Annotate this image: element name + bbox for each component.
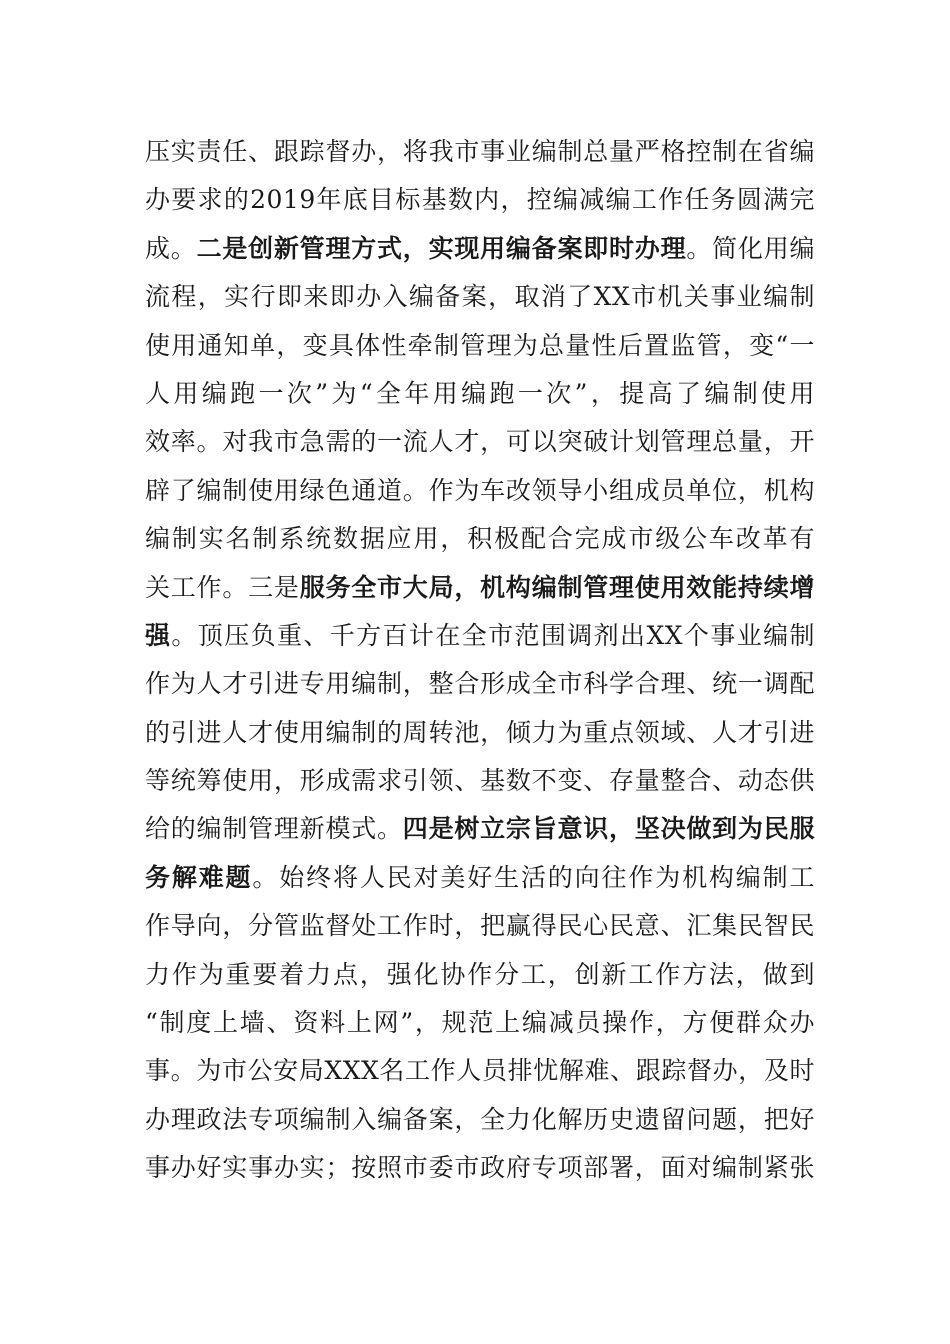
text-line [145,564,815,612]
text-segment: 关工作。三是 [145,572,300,602]
body-text [145,128,815,1193]
text-line [145,515,815,563]
text-segment: 压实责任、跟踪督办，将我市事业编制总量严格控制在省编 [145,137,815,166]
bold-text-segment: 服务全市大局，机构编制管理使用效能持续增 [299,572,815,602]
text-segment: 事办好实事办实；按照市委市政府专项部署，面对编制紧张 [145,1153,815,1183]
text-line [145,757,815,805]
text-line [145,854,815,902]
text-line [145,418,815,466]
text-line [145,660,815,708]
text-line [145,805,815,853]
text-line [145,273,815,321]
text-line [145,467,815,515]
text-segment: 。始终将人民对美好生活的向往作为机构编制工 [252,862,815,892]
text-segment: 成。 [145,233,197,263]
text-segment: 效率。对我市急需的一流人才，可以突破计划管理总量，开 [145,427,815,457]
text-line [145,1144,815,1192]
text-segment: 辟了编制使用绿色通道。作为车改领导小组成员单位，机构 [145,475,815,505]
bold-text-segment: 四是树立宗旨意识，坚决做到为民服 [402,814,815,844]
text-segment: 。顶压负重、千方百计在全市范围调剂出XX个事业编制 [171,620,815,650]
text-line [145,902,815,950]
text-segment: 力作为重要着力点，强化协作分工，创新工作方法，做到 [145,959,815,989]
text-line [145,176,815,224]
text-segment: 人用编跑一次”为“全年用编跑一次”，提高了编制使用 [145,378,815,408]
text-line [145,709,815,757]
text-line [145,951,815,999]
text-line [145,1096,815,1144]
bold-text-segment: 二是创新管理方式，实现用编备案即时办理 [196,233,687,263]
text-segment: 。简化用编 [686,233,815,263]
text-line [145,1047,815,1095]
text-line [145,322,815,370]
text-line [145,225,815,273]
text-line [145,999,815,1047]
text-segment: 等统筹使用，形成需求引领、基数不变、存量整合、动态供 [145,766,815,796]
bold-text-segment: 强 [145,620,172,650]
text-segment: 作导向，分管监督处工作时，把赢得民心民意、汇集民智民 [145,911,815,941]
text-segment: 办要求的2019年底目标基数内，控编减编工作任务圆满完 [145,185,815,215]
text-segment: 流程，实行即来即办入编备案，取消了XX市机关事业编制 [145,282,815,312]
text-segment: 作为人才引进专用编制，整合形成全市科学合理、统一调配 [145,669,815,699]
text-segment: 使用通知单，变具体性牵制管理为总量性后置监管，变“一 [145,330,815,360]
text-segment: 办理政法专项编制入编备案，全力化解历史遗留问题，把好 [145,1104,815,1134]
text-segment: 事。为市公安局XXX名工作人员排忧解难、跟踪督办，及时 [145,1056,815,1086]
text-segment: 编制实名制系统数据应用，积极配合完成市级公车改革有 [145,524,815,554]
bold-text-segment: 务解难题 [145,862,253,892]
text-line [145,128,815,176]
text-segment: 的引进人才使用编制的周转池，倾力为重点领域、人才引进 [145,717,815,747]
text-line [145,612,815,660]
text-line [145,370,815,418]
text-segment: “制度上墙、资料上网”，规范上编减员操作，方便群众办 [145,1008,815,1038]
text-segment: 给的编制管理新模式。 [145,814,403,844]
